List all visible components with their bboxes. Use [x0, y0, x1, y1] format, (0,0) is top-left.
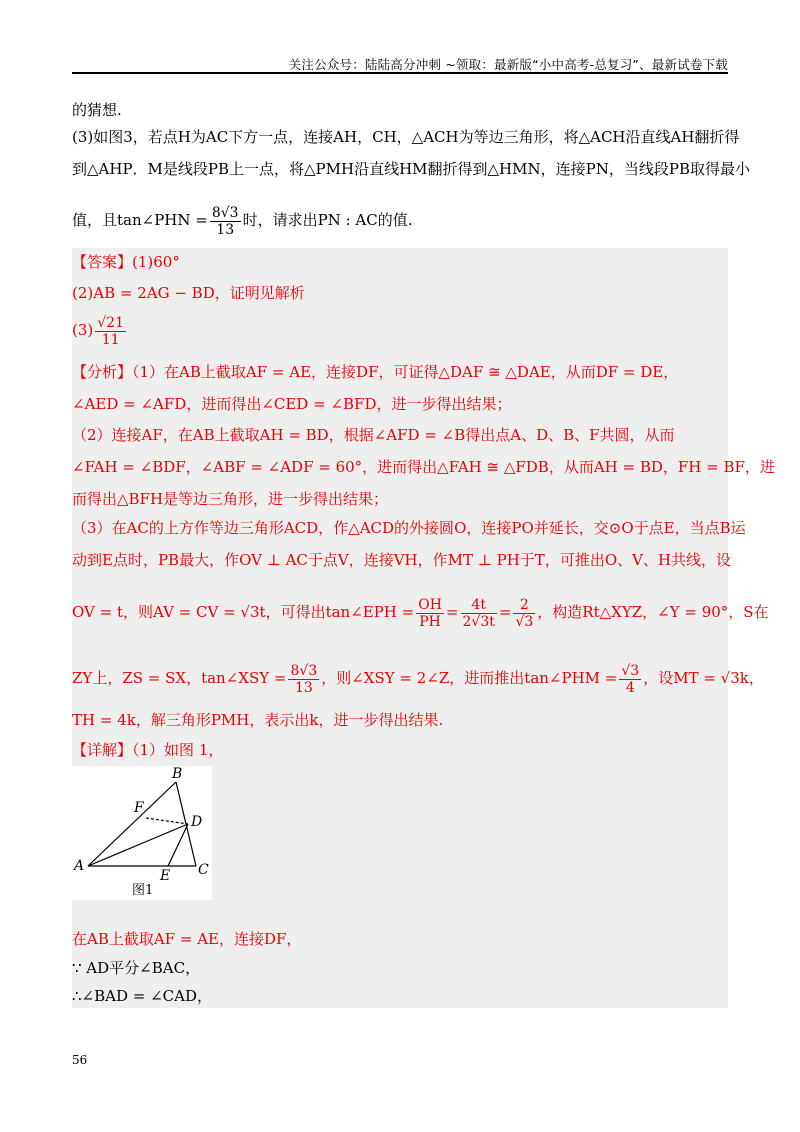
point-label-b: B	[172, 766, 183, 782]
fraction-2-root3	[513, 597, 535, 630]
page-number: 56	[72, 1053, 88, 1067]
answer-line-2	[72, 283, 305, 303]
fraction-root3-4	[619, 663, 641, 696]
analysis-line-9-c: ，设MT = √3k，	[643, 669, 764, 687]
fraction-numerator: OH	[418, 596, 442, 613]
point-label-d: D	[191, 814, 203, 830]
question-line-4	[72, 203, 412, 238]
analysis-line-8-b: ，构造Rt△XYZ，∠Y = 90°，S在	[537, 603, 769, 621]
answer-3-fraction	[95, 315, 126, 348]
fraction-numerator: √3	[621, 662, 640, 679]
question-line-4-post: 时，请求出PN : AC的值.	[242, 211, 413, 229]
analysis-line-7: 动到E点时，PB最大，作OV ⊥ AC于点V，连接VH，作MT ⊥ PH于T，可推出O、V、H共线，设	[72, 551, 732, 569]
detail-line-4: ∴∠BAD = ∠CAD，	[72, 987, 213, 1005]
analysis-line-6: （3）在AC的上方作等边三角形ACD，作△ACD的外接圆O，连接PO并延长，交⊙O于点E，当点B运	[72, 519, 746, 537]
answer-line-3	[72, 312, 128, 348]
segment-ab	[88, 782, 176, 866]
answer-line-1	[72, 252, 180, 272]
analysis-text-1: （1）在AB上截取AF = AE，连接DF，可证得△DAF ≅ △DAE，从而DF = DE，	[132, 363, 679, 381]
page-header: 关注公众号：陆陆高分冲刺 ~领取：最新版“小中高考-总复习”、最新试卷下载	[288, 57, 728, 72]
fraction-oh-ph	[416, 597, 444, 630]
segment-de	[168, 824, 188, 866]
fraction-denominator: 13	[216, 221, 235, 238]
answer-label: 【答案】	[72, 253, 133, 271]
figure-1	[72, 766, 212, 900]
analysis-line-4: ∠FAH = ∠BDF，∠ABF = ∠ADF = 60°，进而得出△FAH ≅ △FDB，从而AH = BD，FH = BF，进	[72, 458, 775, 476]
analysis-label: 【分析】	[72, 363, 133, 381]
figure-caption: 图1	[132, 883, 154, 898]
answer-1: (1)60°	[132, 253, 180, 271]
analysis-line-2: ∠AED = ∠AFD，进而得出∠CED = ∠BFD，进一步得出结果；	[72, 395, 512, 413]
analysis-line-9-b: ，则∠XSY = 2∠Z，进而推出tan∠PHM =	[321, 669, 618, 687]
point-label-f: F	[134, 800, 144, 816]
question-line-2: (3)如图3，若点H为AC下方一点，连接AH，CH，△ACH为等边三角形，将△ACH沿直线AH翻折得	[72, 128, 740, 146]
segment-ad	[88, 824, 188, 866]
analysis-line-1	[72, 362, 678, 382]
detail-line-3: ∵ AD平分∠BAC，	[72, 959, 201, 977]
fraction-8root3-13	[288, 663, 319, 696]
triangle-diagram	[72, 766, 212, 900]
point-label-e: E	[160, 868, 171, 884]
fraction-denominator: 13	[294, 679, 313, 696]
question-line-1: 的猜想.	[72, 101, 122, 119]
analysis-line-3: （2）连接AF，在AB上截取AH = BD，根据∠AFD = ∠B得出点A、D、B、F共圆，从而	[72, 426, 675, 444]
analysis-line-10: TH = 4k，解三角形PMH，表示出k，进一步得出结果.	[72, 711, 444, 729]
header-rule	[72, 72, 728, 74]
analysis-line-8: OV = t，则AV = CV = √3t，可得出tan∠EPH = $\frac{OH}{PH}$ = $\frac{4t}{2√3t}$ = $\frac{2}{√3}$ ，构造Rt△XYZ，∠Y = 90°，S在	[72, 596, 769, 630]
fraction-denominator: √3	[515, 613, 534, 630]
answer-3-prefix: (3)	[72, 321, 94, 339]
analysis-line-5: 而得出△BFH是等边三角形，进一步得出结果；	[72, 490, 389, 508]
fraction-denominator: 11	[101, 331, 120, 348]
analysis-line-9	[72, 660, 764, 696]
detail-text-1: （1）如图 1，	[132, 741, 224, 759]
fraction-denominator: PH	[419, 613, 441, 630]
fraction-denominator: 4	[625, 679, 635, 696]
answer-2-expr: (2)AB = 2AG − BD	[72, 284, 215, 302]
answer-2-note: ，证明见解析	[214, 284, 305, 302]
fraction-numerator: 4t	[461, 597, 497, 614]
detail-line-1	[72, 740, 223, 760]
fraction-numerator: 8√3	[211, 204, 239, 221]
question-line-4-pre: 值，且tan∠PHN =	[72, 211, 208, 229]
fraction-numerator: √21	[97, 314, 124, 331]
question-fraction	[210, 205, 241, 238]
fraction-numerator: 2	[513, 597, 535, 614]
fraction-4t	[461, 597, 497, 630]
analysis-line-8-a: OV = t，则AV = CV = √3t，可得出tan∠EPH =	[72, 603, 415, 621]
analysis-line-9-a: ZY上，ZS = SX，tan∠XSY =	[72, 669, 287, 687]
detail-line-2: 在AB上截取AF = AE，连接DF，	[72, 930, 302, 948]
fraction-numerator: 8√3	[290, 662, 318, 679]
question-line-3: 到△AHP．M是线段PB上一点，将△PMH沿直线HM翻折得到△HMN，连接PN，当线段PB取得最小	[72, 160, 750, 178]
segment-fd-dashed	[146, 818, 188, 824]
point-label-c: C	[198, 862, 209, 878]
point-label-a: A	[74, 858, 85, 874]
detail-label: 【详解】	[72, 741, 133, 759]
fraction-denominator: 2√3t	[462, 613, 495, 630]
